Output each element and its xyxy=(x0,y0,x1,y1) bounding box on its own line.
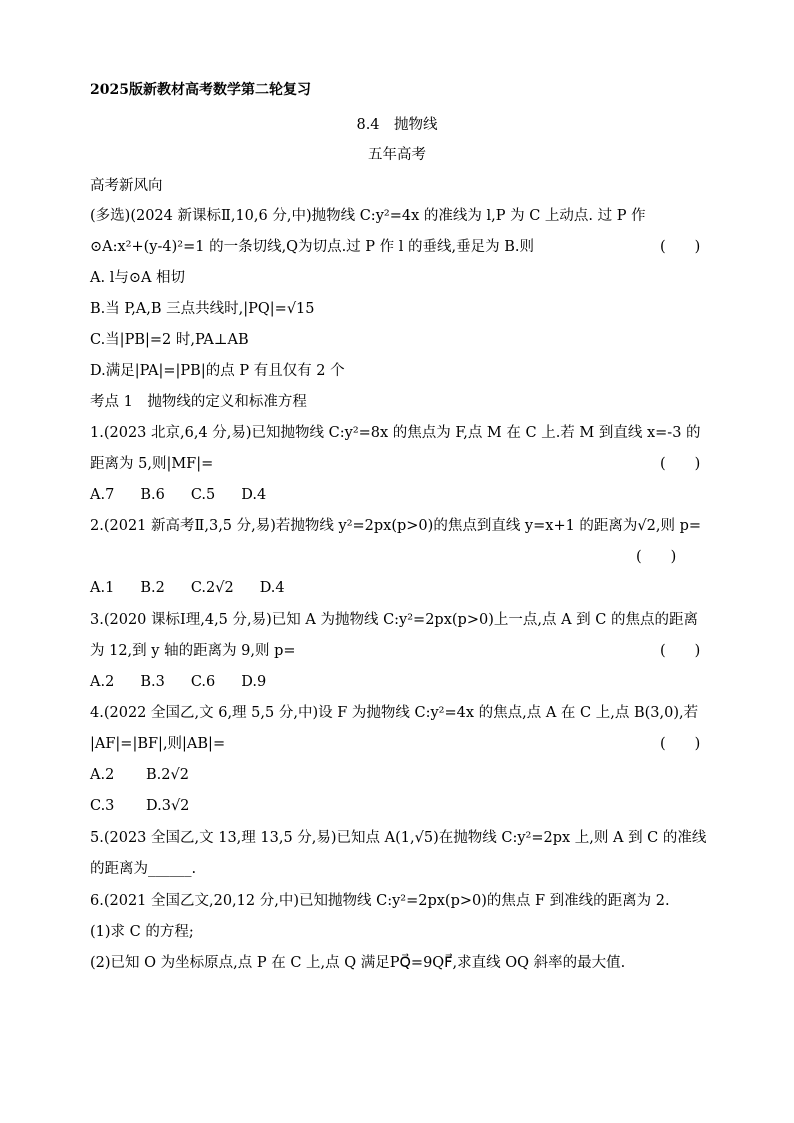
section-title: 8.4 抛物线 xyxy=(356,117,438,133)
q1-option-d: D.4 xyxy=(241,487,267,503)
subsection-title: 五年高考 xyxy=(368,147,426,163)
q2-option-a: A.1 xyxy=(90,580,115,596)
q4-option-b: B.2√2 xyxy=(146,767,189,783)
q3-line2: 为 12,到 y 轴的距离为 9,则 p= xyxy=(90,643,296,659)
q4-line1: 4.(2022 全国乙,文 6,理 5,5 分,中)设 F 为抛物线 C:y²=4x 的焦点,点 A 在 C 上,点 B(3,0),若 xyxy=(90,705,699,721)
q3-option-a: A.2 xyxy=(90,674,115,690)
q0-option-a: A. l与⊙A 相切 xyxy=(90,270,186,286)
q1-option-a: A.7 xyxy=(90,487,115,503)
q1-answer-paren: ( ) xyxy=(660,456,701,472)
q1-option-b: B.6 xyxy=(140,487,165,503)
q4-option-a: A.2 xyxy=(90,767,115,783)
q3-options xyxy=(90,672,292,692)
q0-line2: ⊙A:x²+(y-4)²=1 的一条切线,Q为切点.过 P 作 l 的垂线,垂足为 B.则 xyxy=(90,239,534,255)
topic1-heading: 考点 1 抛物线的定义和标准方程 xyxy=(90,394,307,410)
q2-line1: 2.(2021 新高考Ⅱ,3,5 分,易)若抛物线 y²=2px(p>0)的焦点到直线 y=x+1 的距离为√2,则 p= xyxy=(90,518,702,534)
q6-part1: (1)求 C 的方程; xyxy=(90,924,194,940)
q4-options-row2 xyxy=(90,796,189,816)
q2-option-b: B.2 xyxy=(140,580,165,596)
q0-line1: (多选)(2024 新课标Ⅱ,10,6 分,中)抛物线 C:y²=4x 的准线为 l,P 为 C 上动点. 过 P 作 xyxy=(90,208,646,224)
q3-line1: 3.(2020 课标Ⅰ理,4,5 分,易)已知 A 为抛物线 C:y²=2px(p>0)上一点,点 A 到 C 的焦点的距离 xyxy=(90,612,698,628)
q2-option-c: C.2√2 xyxy=(190,580,234,596)
q4-option-d: D.3√2 xyxy=(146,798,190,814)
q1-options xyxy=(90,485,292,505)
q3-option-c: C.6 xyxy=(190,674,216,690)
q5-line2: 的距离为______. xyxy=(90,861,197,877)
q1-line2: 距离为 5,则|MF|= xyxy=(90,456,214,472)
q0-option-d: D.满足|PA|=|PB|的点 P 有且仅有 2 个 xyxy=(90,363,345,379)
q1-line1: 1.(2023 北京,6,4 分,易)已知抛物线 C:y²=8x 的焦点为 F,点 M 在 C 上.若 M 到直线 x=-3 的 xyxy=(90,425,701,441)
q6-part2: (2)已知 O 为坐标原点,点 P 在 C 上,点 Q 满足PQ⃗=9QF⃗,求直线 OQ 斜率的最大值. xyxy=(90,955,626,971)
q5-line1: 5.(2023 全国乙,文 13,理 13,5 分,易)已知点 A(1,√5)在抛物线 C:y²=2px 上,则 A 到 C 的准线 xyxy=(90,830,707,846)
q3-answer-paren: ( ) xyxy=(660,643,701,659)
q4-answer-paren: ( ) xyxy=(660,736,701,752)
q4-line2: |AF|=|BF|,则|AB|= xyxy=(90,736,226,752)
q4-options-row1 xyxy=(90,765,189,785)
q0-answer-paren: ( ) xyxy=(660,239,701,255)
q2-answer-paren: ( ) xyxy=(636,549,677,565)
q1-option-c: C.5 xyxy=(190,487,216,503)
q2-options xyxy=(90,578,311,598)
q4-option-c: C.3 xyxy=(90,798,115,814)
q0-option-b: B.当 P,A,B 三点共线时,|PQ|=√15 xyxy=(90,301,315,317)
q0-option-c: C.当|PB|=2 时,PA⊥AB xyxy=(90,332,249,348)
document-header: 2025版新教材高考数学第二轮复习 xyxy=(90,82,311,98)
category-label: 高考新风向 xyxy=(90,178,163,194)
q2-option-d: D.4 xyxy=(259,580,285,596)
q3-option-d: D.9 xyxy=(241,674,267,690)
q3-option-b: B.3 xyxy=(140,674,165,690)
q6-line1: 6.(2021 全国乙文,20,12 分,中)已知抛物线 C:y²=2px(p>0)的焦点 F 到准线的距离为 2. xyxy=(90,893,670,909)
